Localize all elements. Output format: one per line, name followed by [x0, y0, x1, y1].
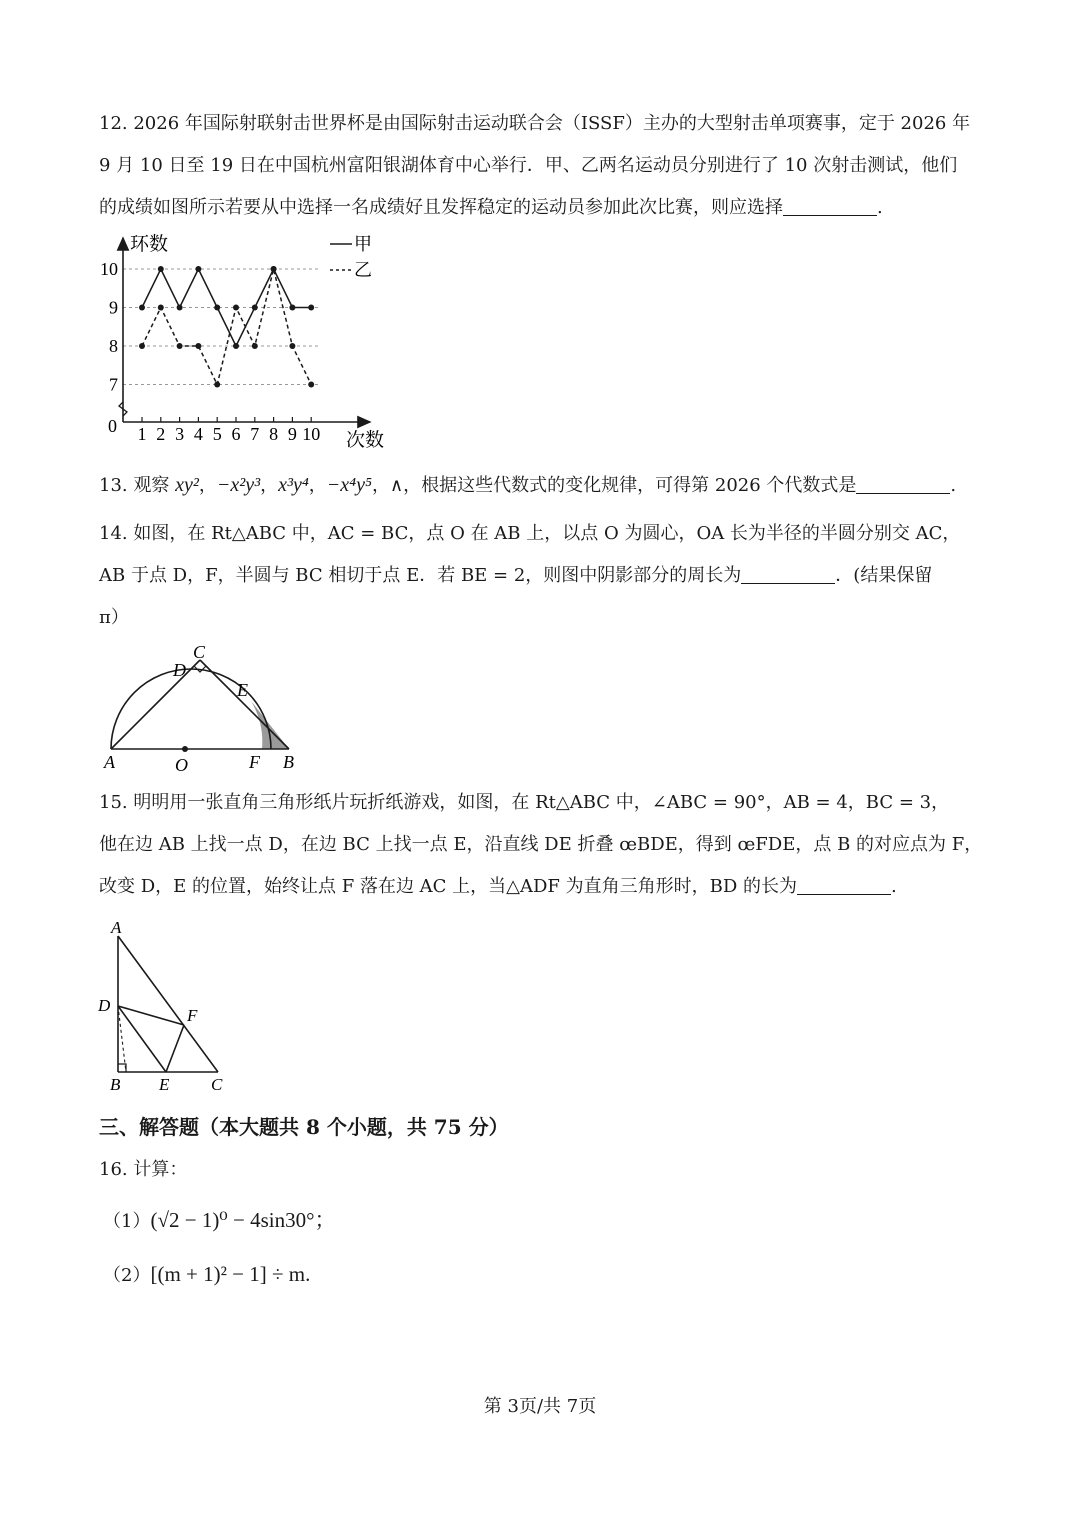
q16-head: 16. 计算： — [99, 1159, 188, 1180]
x-tick-2: 2 — [156, 424, 166, 444]
x-tick-7: 7 — [250, 424, 260, 444]
point-jia-3 — [177, 305, 183, 311]
legend-label-yi: 乙 — [354, 260, 372, 280]
section-heading: 三、解答题（本大题共 8 个小题，共 75 分） — [99, 1115, 509, 1139]
q14-line2-end: ．(结果保留 — [835, 565, 933, 586]
origin-label: 0 — [108, 416, 117, 436]
q13-term-3: x³y⁴ — [278, 474, 309, 496]
q14-line2 — [99, 564, 932, 588]
q13-term-2: −x²y³ — [216, 474, 261, 496]
answer-blank-14 — [741, 565, 835, 584]
q12-line3-end: . — [877, 197, 883, 218]
point-yi-2 — [158, 305, 164, 311]
q13-term-5: ∧ — [389, 475, 404, 496]
q14-line3: π） — [99, 607, 129, 628]
point-yi-10 — [308, 382, 314, 388]
point-jia-4 — [195, 266, 201, 272]
point-jia-10 — [308, 305, 314, 311]
point-jia-1 — [139, 305, 145, 311]
q13-end: . — [950, 475, 957, 496]
q14-line1: 14. 如图，在 Rt△ABC 中，AC = BC，点 O 在 AB 上，以点 O 为圆心，OA 长为半径的半圆分别交 AC， — [99, 523, 961, 544]
q12-line3 — [99, 196, 883, 220]
q15-line3 — [99, 875, 897, 899]
page-footer: 第 3页/共 7页 — [483, 1396, 597, 1417]
answer-blank-12 — [783, 197, 877, 216]
x-tick-3: 3 — [175, 424, 185, 444]
semicircle-triangle-figure — [95, 640, 315, 780]
segment-BC — [200, 660, 289, 749]
segment-DF — [118, 1006, 184, 1025]
x-axis-label: 次数 — [346, 430, 385, 451]
point-jia-9 — [289, 305, 295, 311]
y-tick-10: 10 — [100, 259, 118, 279]
point-jia-7 — [252, 305, 258, 311]
q16-part1-label: （1） — [103, 1211, 151, 1232]
answer-blank-15 — [797, 876, 891, 895]
point-yi-1 — [139, 343, 145, 349]
point-jia-6 — [233, 343, 239, 349]
point-yi-4 — [195, 343, 201, 349]
point-jia-5 — [214, 305, 220, 311]
q16-part2 — [103, 1262, 310, 1288]
point-yi-9 — [289, 343, 295, 349]
segment-AC — [118, 936, 218, 1072]
right-angle-mark-B — [118, 1064, 126, 1072]
x-tick-9: 9 — [287, 424, 297, 444]
segment-EF — [166, 1025, 184, 1072]
q16-part1-expr: (√2 − 1)⁰ − 4sin30°； — [150, 1208, 336, 1232]
q15-line2: 他在边 AB 上找一点 D，在边 BC 上找一点 E，沿直线 DE 折叠 œBDE，得到 œFDE，点 B 的对应点为 F， — [99, 834, 983, 855]
point-yi-8 — [271, 266, 277, 272]
q15-line3-end: . — [891, 876, 897, 897]
answer-blank-13 — [856, 475, 950, 494]
point-yi-5 — [214, 382, 220, 388]
folding-triangle-figure — [92, 914, 242, 1099]
q15-line1: 15. 明明用一张直角三角形纸片玩折纸游戏，如图，在 Rt△ABC 中，∠ABC = 90°，AB = 4，BC = 3， — [99, 792, 950, 813]
x-tick-4: 4 — [193, 424, 203, 444]
label-C: C — [193, 642, 206, 662]
label-E: E — [159, 1075, 170, 1094]
label-A: A — [111, 918, 122, 937]
label-D: D — [173, 660, 186, 680]
y-tick-8: 8 — [109, 336, 118, 356]
label-O: O — [175, 755, 188, 775]
label-B: B — [110, 1075, 121, 1094]
center-point-O — [182, 746, 188, 752]
label-B: B — [283, 752, 294, 772]
q13-term-1: xy² — [175, 474, 199, 496]
label-E: E — [237, 680, 248, 700]
label-A: A — [104, 752, 115, 772]
q13-line: 13. 观察 xy²，−x²y³，x³y⁴，−x⁴y⁵，∧，根据这些代数式的变化规律，可得第 2026 个代数式是 . — [99, 474, 957, 496]
q12-line1: 12. 2026 年国际射联射击世界杯是由国际射击运动联合会（ISSF）主办的大型射击单项赛事，定于 2026 年 — [99, 113, 971, 134]
label-F: F — [187, 1006, 198, 1025]
x-tick-10: 10 — [302, 424, 321, 444]
label-C: C — [211, 1075, 223, 1094]
q13-text-b: ，根据这些代数式的变化规律，可得第 2026 个代数式是 — [403, 475, 857, 496]
label-F: F — [249, 752, 260, 772]
q15-line3-text: 改变 D，E 的位置，始终让点 F 落在边 AC 上，当△ADF 为直角三角形时，BD 的长为 — [99, 876, 798, 897]
q13-intro: 13. 观察 — [99, 475, 170, 496]
q12-line3-text: 的成绩如图所示若要从中选择一名成绩好且发挥稳定的运动员参加此次比赛，则应选择 — [99, 197, 783, 218]
q16-part2-label: （2） — [103, 1265, 151, 1286]
x-tick-1: 1 — [137, 424, 147, 444]
x-tick-5: 5 — [212, 424, 222, 444]
point-yi-7 — [252, 343, 258, 349]
y-tick-9: 9 — [109, 297, 118, 318]
label-D: D — [98, 996, 111, 1015]
legend-label-jia: 甲 — [354, 234, 372, 254]
point-yi-6 — [233, 305, 239, 311]
q12-line2: 9 月 10 日至 19 日在中国杭州富阳银湖体育中心举行．甲、乙两名运动员分别进行了 10 次射击测试，他们 — [99, 155, 958, 176]
y-axis-label: 环数 — [130, 234, 169, 255]
shooting-score-chart — [90, 226, 410, 458]
x-tick-8: 8 — [269, 424, 279, 444]
point-jia-2 — [158, 266, 164, 272]
point-yi-3 — [177, 343, 183, 349]
q16-part2-expr: [(m + 1)² − 1] ÷ m. — [150, 1262, 311, 1286]
x-tick-6: 6 — [231, 424, 241, 444]
q16-part1 — [103, 1208, 335, 1234]
y-tick-7: 7 — [109, 374, 118, 395]
q14-line2-text: AB 于点 D，F，半圆与 BC 相切于点 E．若 BE = 2，则图中阴影部分的周长为 — [99, 565, 742, 586]
q13-term-4: −x⁴y⁵ — [326, 474, 372, 496]
